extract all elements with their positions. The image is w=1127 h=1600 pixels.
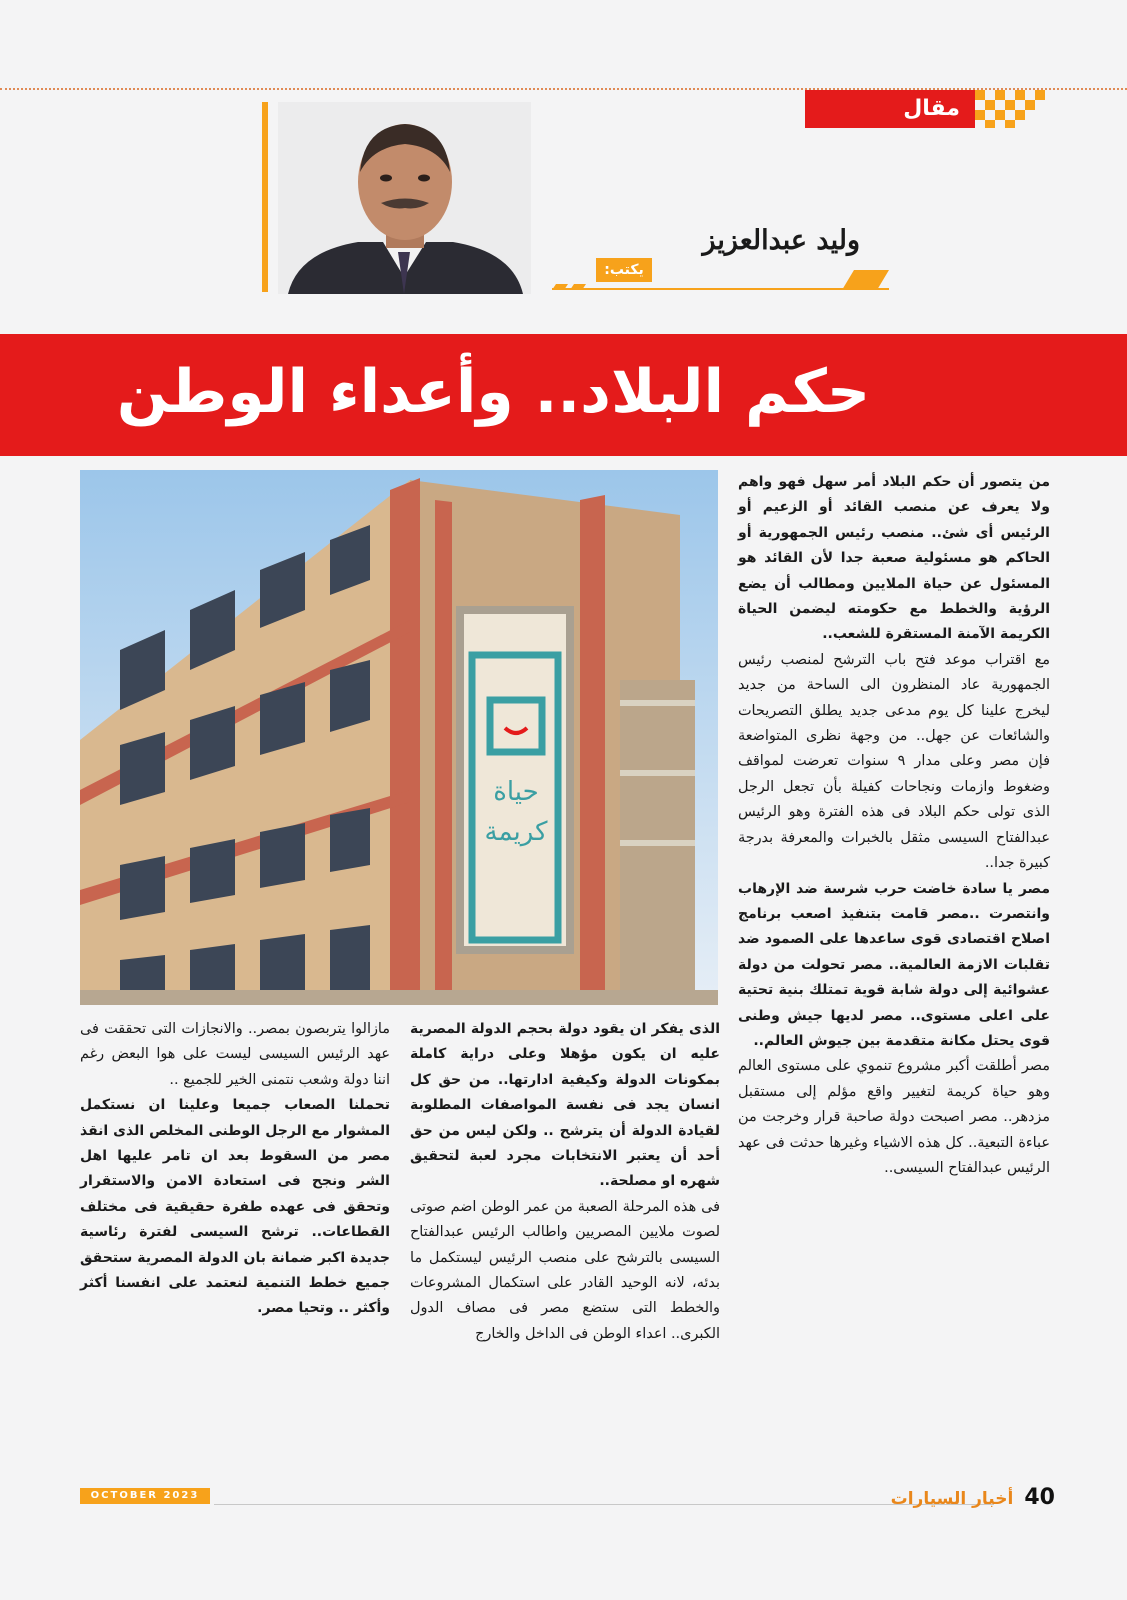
footer-divider [214,1504,994,1505]
article-paragraph: مصر يا سادة خاضت حرب شرسة ضد الإرهاب وانتصرت ..مصر قامت بتنفيذ اصعب برنامج اصلاح اقتصادى قوى ساعدها على الصمود ضد تقلبات الازمة العالمية.. مصر تحولت من دولة عشوائية إلى دولة شابة قوية تمتلك بنية تحتية على اعلى مستوى.. مصر لديها جيش وطنى قوى يحتل مكانة متقدمة بين جيوش العالم.. [738,880,1050,1049]
writes-label: يكتب: [596,258,652,282]
article-paragraph: مع اقتراب موعد فتح باب الترشح لمنصب رئيس الجمهورية عاد المنظرون الى الساحة من جديد ليخرج علينا كل يوم مدعى جديد يطلق التصريحات والشائعات عن جهل.. من وجهة نظرى المتواضعة فإن مصر وعلى مدار ٩ سنوات تعرضت لمواقف وضغوط وازمات ونجاحات كفيلة بأن تجعل الرجل الذى تولى حكم البلاد فى هذه الفترة وهو الرئيس عبدالفتاح السيسى مثقل بالخبرات والمعرفة بدرجة كبيرة جدا.. [738,651,1050,872]
article-paragraph: من يتصور أن حكم البلاد أمر سهل فهو واهم ولا يعرف عن منصب القائد أو الزعيم أو الرئيس أى شئ.. منصب رئيس الجمهورية أو الحاكم هو مسئولية صعبة جدا لأن القائد هو المسئول عن حياة الملايين ومطالب أن يضع الرؤية والخطط مع حكومته ليضمن الحياة الكريمة الآمنة المستقرة للشعب.. [738,474,1050,643]
author-portrait [278,102,531,294]
article-column-3 [80,1017,390,1322]
brand-logo-text: أخبار السيارات [890,1489,1014,1509]
section-tag [805,90,980,128]
article-column-2 [410,1017,720,1347]
page-number: 40 [1024,1485,1055,1510]
portrait-accent-bar [262,102,268,292]
article-paragraph: مازالوا يتربصون بمصر.. والانجازات التى تحققت فى عهد الرئيس السيسى ليست على هوا البعض رغم اننا دولة وشعب نتمنى الخير للجميع .. [80,1021,390,1088]
headline: حكم البلاد.. وأعداء الوطن [116,357,871,427]
article-paragraph: تحملنا الصعاب جميعا وعلينا ان نستكمل المشوار مع الرجل الوطنى المخلص الذى انقذ مصر من السقوط بعد ان تامر عليها اهل الشر ونجح فى استعادة الامن والاستقرار وتحقق فى عهده طفرة حقيقية فى مختلف القطاعات.. ترشح السيسى لفترة رئاسية جديدة اكبر ضمانة بان الدولة المصرية ستحقق جميع خطط التنمية لنعتمد على انفسنا أكثر وأكثر .. وتحيا مصر. [80,1097,390,1317]
photo-sign-line1: حياة [493,777,539,807]
footer-date: OCTOBER 2023 [80,1488,210,1504]
headline-banner [0,334,1127,456]
checker-flag-icon [975,90,1047,128]
footer-brand [880,1485,1055,1515]
article-paragraph: فى هذه المرحلة الصعبة من عمر الوطن اضم صوتى لصوت ملايين المصريين واطالب الرئيس عبدالفتاح السيسى بالترشح على منصب الرئيس ليستكمل ما بدئه، لانه الوحيد القادر على استكمال المشروعات والخطط التى ستضع مصر فى مصاف الدول الكبرى.. اعداء الوطن فى الداخل والخارج [410,1198,720,1342]
article-paragraph: الذى يفكر ان يقود دولة بحجم الدولة المصرية عليه ان يكون مؤهلا وعلى دراية كاملة بمكونات الدولة وكيفية ادارتها.. من حق كل انسان يجد فى نفسة المواصفات المطلوبة لقيادة الدولة أن يترشح .. ولكن ليس من حق أحد أن يعتبر الانتخابات مجرد لعبة لتحقيق شهره او مصلحة.. [410,1021,720,1190]
author-name: وليد عبدالعزيز [702,225,860,256]
section-label: مقال [903,96,960,121]
photo-sign-line2: كريمة [484,817,548,847]
article-photo [80,470,718,1005]
article-column-1 [738,470,1050,1181]
article-paragraph: مصر أطلقت أكبر مشروع تنموي على مستوى العالم وهو حياة كريمة لتغيير واقع مؤلم إلى مستقبل مزدهر.. مصر اصبحت دولة صاحبة قرار وخرجت من عباءة التبعية.. كل هذه الاشياء وغيرها حدثت فى عهد الرئيس عبدالفتاح السيسى.. [738,1058,1050,1176]
